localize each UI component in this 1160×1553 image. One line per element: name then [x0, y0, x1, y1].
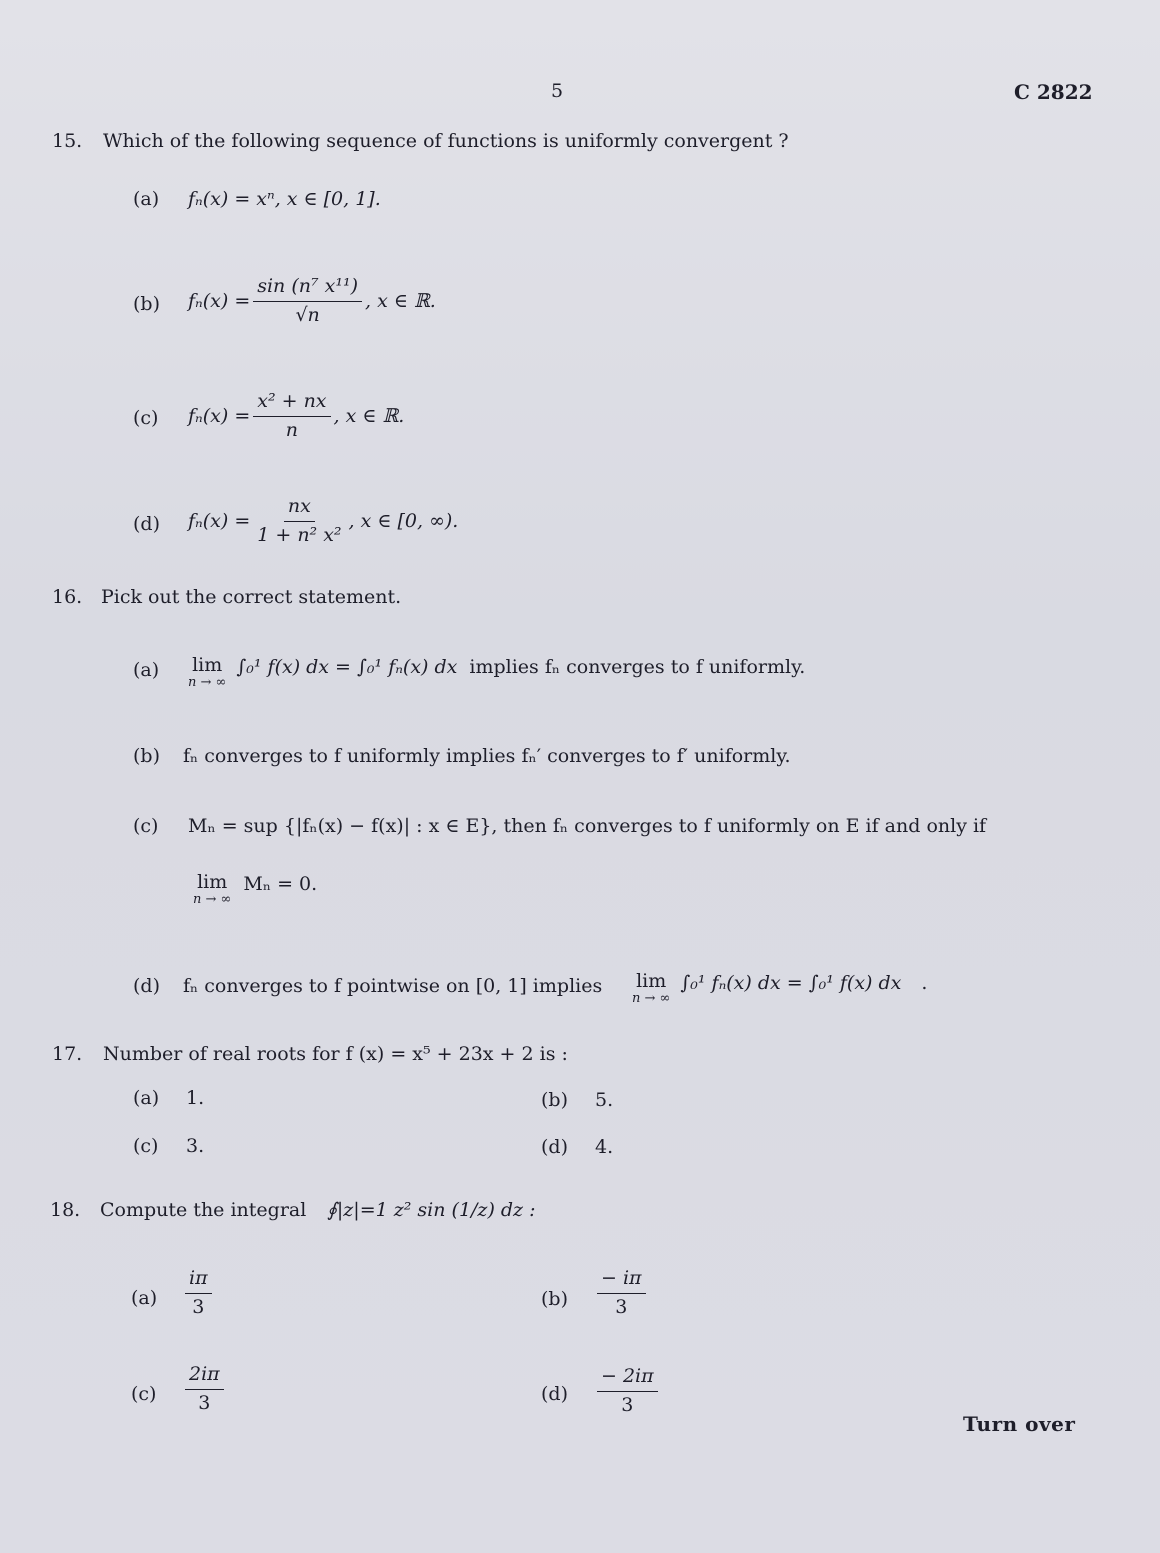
q15-number: 15.	[52, 130, 83, 152]
q16-c-lim-sub: n → ∞	[193, 891, 232, 907]
q17-option-d-label: (d)	[541, 1136, 568, 1158]
page-number: 5	[551, 80, 564, 102]
q18-option-d-value	[594, 1366, 661, 1417]
q16-d-integrals: ∫₀¹ fₙ(x) dx = ∫₀¹ f(x) dx	[680, 972, 902, 994]
q15-text: Which of the following sequence of functions is uniformly convergent ?	[103, 130, 789, 152]
q18-c-denominator: 3	[198, 1391, 211, 1414]
paper-code: C 2822	[1014, 80, 1093, 104]
q16-a-lim-sub: n → ∞	[188, 674, 227, 690]
q17-number: 17.	[52, 1043, 83, 1065]
q18-integral: ∮|z|=1 z² sin (1/z) dz :	[327, 1199, 536, 1221]
q15-b-numerator: sin (n⁷ x¹¹)	[253, 276, 362, 302]
q18-d-fraction	[597, 1366, 658, 1417]
q16-option-c-label: (c)	[133, 815, 159, 837]
q17-option-c-label: (c)	[133, 1135, 159, 1157]
q15-c-numerator: x² + nx	[253, 391, 330, 417]
q16-option-b-label: (b)	[133, 745, 160, 767]
turn-over-label: Turn over	[963, 1412, 1076, 1436]
q18-c-fraction	[185, 1364, 224, 1415]
q15-b-tail: , x ∈ ℝ.	[365, 290, 436, 312]
q18-option-a-value	[182, 1268, 215, 1319]
q18-d-denominator: 3	[621, 1393, 634, 1416]
q16-option-c-limit-line	[193, 873, 317, 907]
q16-a-integrals: ∫₀¹ f(x) dx = ∫₀¹ fₙ(x) dx	[236, 656, 458, 678]
q15-option-b-label: (b)	[133, 293, 160, 315]
q16-option-d-expr	[632, 972, 927, 1006]
q16-option-d-text: fₙ converges to f pointwise on [0, 1] implies	[183, 975, 603, 997]
q18-a-denominator: 3	[192, 1295, 205, 1318]
q16-number: 16.	[52, 586, 83, 608]
q17-option-a-label: (a)	[133, 1087, 160, 1109]
q15-option-c-expr	[188, 383, 404, 449]
q18-a-numerator: iπ	[185, 1268, 212, 1294]
q16-option-b-text: fₙ converges to f uniformly implies fₙ′ converges to f′ uniformly.	[183, 745, 791, 767]
q15-d-lhs: fₙ(x) =	[188, 510, 251, 532]
q17-option-b-value: 5.	[595, 1089, 614, 1111]
q15-b-fraction	[253, 276, 362, 327]
q18-b-numerator: − iπ	[597, 1268, 646, 1294]
q15-option-a-expr: fₙ(x) = xⁿ, x ∈ [0, 1].	[188, 188, 381, 210]
q16-a-lim-word: lim	[192, 654, 223, 676]
q15-d-tail: , x ∈ [0, ∞).	[348, 510, 459, 532]
q15-d-denominator: 1 + n² x²	[257, 523, 342, 546]
q18-option-a-label: (a)	[131, 1287, 158, 1309]
q15-option-d-label: (d)	[133, 513, 160, 535]
q16-d-lim-word: lim	[636, 970, 667, 992]
q15-c-fraction	[253, 391, 330, 442]
q16-d-limit	[632, 972, 670, 1006]
q18-d-numerator: − 2iπ	[597, 1366, 658, 1392]
q18-b-denominator: 3	[615, 1295, 628, 1318]
q15-d-fraction	[253, 496, 345, 547]
q16-option-a-label: (a)	[133, 659, 160, 681]
q16-d-tail: .	[921, 972, 928, 994]
q15-b-lhs: fₙ(x) =	[188, 290, 251, 312]
q18-option-b-label: (b)	[541, 1288, 568, 1310]
q18-text: Compute the integral	[100, 1199, 307, 1221]
q15-b-denominator: √n	[295, 303, 320, 326]
q18-a-fraction	[185, 1268, 212, 1319]
q18-b-fraction	[597, 1268, 646, 1319]
q15-option-b-expr	[188, 266, 436, 336]
q16-option-d-label: (d)	[133, 975, 160, 997]
q18-number: 18.	[50, 1199, 81, 1221]
q15-d-numerator: nx	[284, 496, 315, 522]
q15-option-d-expr	[188, 488, 458, 554]
q16-c-lim-word: lim	[197, 871, 228, 893]
q16-c-limit	[193, 873, 231, 907]
q16-option-c-text: Mₙ = sup {|fₙ(x) − f(x)| : x ∈ E}, then fₙ converges to f uniformly on E if and only if	[188, 815, 987, 837]
q17-option-d-value: 4.	[595, 1136, 614, 1158]
q15-option-c-label: (c)	[133, 407, 159, 429]
q15-option-a-label: (a)	[133, 188, 160, 210]
q16-d-lim-sub: n → ∞	[632, 990, 671, 1006]
q16-c-tail: Mₙ = 0.	[243, 873, 318, 895]
q15-c-lhs: fₙ(x) =	[188, 405, 251, 427]
q18-option-c-label: (c)	[131, 1383, 157, 1405]
q16-a-limit	[188, 656, 226, 690]
q18-option-b-value	[594, 1268, 649, 1319]
q15-c-denominator: n	[285, 418, 298, 441]
q18-option-d-label: (d)	[541, 1383, 568, 1405]
q16-text: Pick out the correct statement.	[101, 586, 402, 608]
q17-text: Number of real roots for f (x) = x⁵ + 23x + 2 is :	[103, 1043, 568, 1065]
q17-option-c-value: 3.	[186, 1135, 205, 1157]
q16-a-tail: implies fₙ converges to f uniformly.	[469, 656, 806, 678]
q17-option-b-label: (b)	[541, 1089, 568, 1111]
q16-option-a-expr	[188, 656, 805, 690]
q15-c-tail: , x ∈ ℝ.	[333, 405, 405, 427]
q18-option-c-value	[182, 1364, 227, 1415]
q17-option-a-value: 1.	[186, 1087, 205, 1109]
q18-c-numerator: 2iπ	[185, 1364, 224, 1390]
